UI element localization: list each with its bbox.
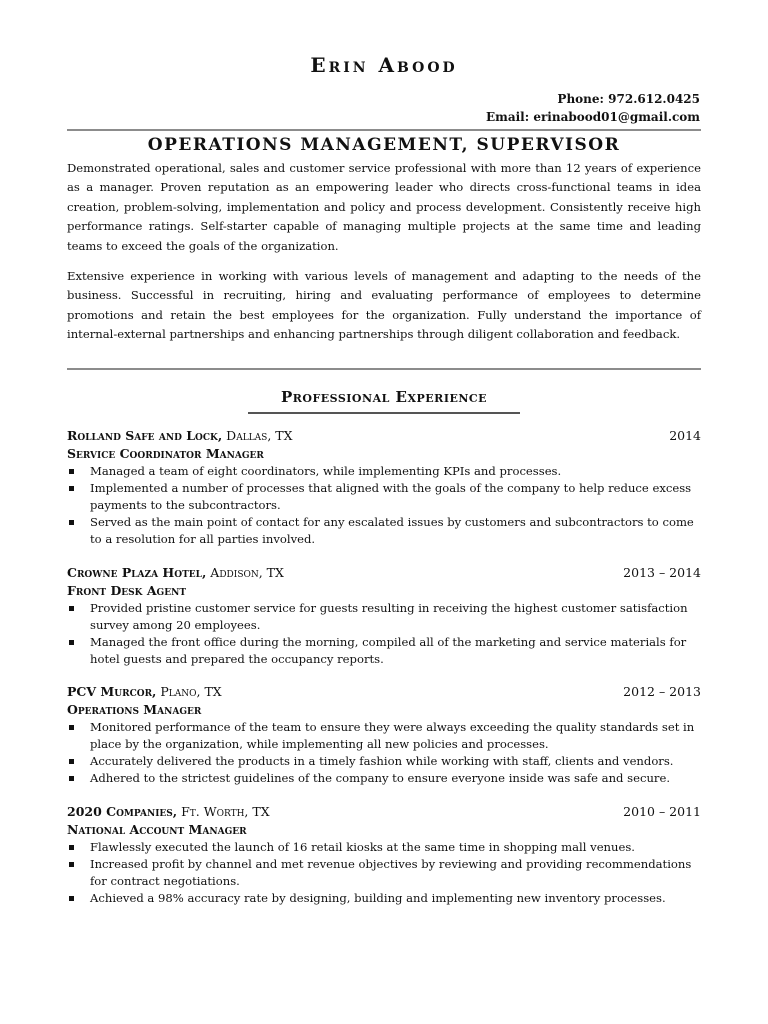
bullet-icon: [69, 776, 74, 781]
bullet-icon: [69, 725, 74, 730]
bullet-text: Adhered to the strictest guidelines of the company to ensure everyone inside was safe and secure.: [90, 771, 671, 785]
section-underline: [248, 412, 520, 414]
list-item: [67, 480, 701, 514]
job-location: Ft. Worth, TX: [177, 804, 270, 819]
bullet-text: Flawlessly executed the launch of 16 retail kiosks at the same time in shopping mall venues.: [90, 840, 635, 854]
company-name: 2020 Companies,: [67, 804, 178, 819]
job-title: National Account Manager: [67, 822, 247, 837]
job-title: Service Coordinator Manager: [67, 446, 264, 461]
bullet-text: Increased profit by channel and met revenue objectives by reviewing and providing recommendations for contract negotiations.: [90, 857, 692, 888]
job-entry: [67, 684, 701, 787]
job-header: [67, 684, 701, 702]
job-location: Plano, TX: [156, 684, 222, 699]
summary-divider: [67, 368, 701, 370]
bullet-text: Managed a team of eight coordinators, while implementing KPIs and processes.: [90, 464, 562, 478]
bullet-text: Implemented a number of processes that aligned with the goals of the company to help reduce excess payments to the subcontractors.: [90, 481, 692, 512]
email-address: Email: erinabood01@gmail.com: [485, 110, 700, 124]
job-dates: 2012 – 2013: [623, 684, 701, 699]
bullet-icon: [69, 896, 74, 901]
phone-number: Phone: 972.612.0425: [557, 92, 700, 106]
list-item: [67, 856, 701, 890]
list-item: [67, 634, 701, 668]
bullet-text: Provided pristine customer service for guests resulting in receiving the highest customer satisfaction survey among 20 employees.: [90, 601, 688, 632]
job-header: [67, 565, 701, 583]
bullet-text: Achieved a 98% accuracy rate by designing, building and implementing new inventory processes.: [90, 891, 666, 905]
bullet-icon: [69, 520, 74, 525]
job-header: [67, 804, 701, 822]
list-item: [67, 600, 701, 634]
bullet-text: Monitored performance of the team to ensure they were always exceeding the quality standards set in place by the organization, while implementing all new policies and processes.: [90, 720, 695, 751]
bullet-icon: [69, 862, 74, 867]
bullet-icon: [69, 469, 74, 474]
job-dates: 2013 – 2014: [623, 565, 701, 580]
company-name: Crowne Plaza Hotel,: [67, 565, 207, 580]
bullet-icon: [69, 640, 74, 645]
job-header: [67, 428, 701, 446]
job-bullets: [67, 600, 701, 668]
candidate-name: Erin Abood: [310, 53, 458, 77]
list-item: [67, 753, 701, 770]
job-location: Addison, TX: [206, 565, 284, 580]
summary-paragraph-1: Demonstrated operational, sales and customer service professional with more than 12 years of experience as a manager. Proven reputation as an empowering leader who directs cross-functional teams in idea creation, problem-solving, implementation and policy and process development. Consistently receive high performance ratings. Self-starter capable of managing multiple projects at the same time and leading teams to exceed the goals of the organization.: [67, 161, 701, 253]
list-item: [67, 463, 701, 480]
section-title-experience: Professional Experience: [280, 388, 488, 406]
list-item: [67, 514, 701, 548]
bullet-text: Served as the main point of contact for any escalated issues by customers and subcontractors to come to a resolution for all parties involved.: [90, 515, 694, 546]
job-location: Dallas, TX: [222, 428, 293, 443]
contact-block: [486, 90, 700, 126]
job-title: Front Desk Agent: [67, 583, 187, 598]
company-name: PCV Murcor,: [67, 684, 157, 699]
job-dates: 2010 – 2011: [623, 804, 701, 819]
bullet-icon: [69, 486, 74, 491]
list-item: [67, 839, 701, 856]
bullet-text: Managed the front office during the morning, compiled all of the marketing and service materials for hotel guests and prepared the occupancy reports.: [90, 635, 687, 666]
list-item: [67, 719, 701, 753]
summary-paragraph-2: Extensive experience in working with various levels of management and adapting to the needs of the business. Successful in recruiting, hiring and evaluating performance of employees to determine promotions and retain the best employees for the organization. Fully understand the importance of internal-external partnerships and enhancing partnerships through diligent collaboration and feedback.: [67, 269, 701, 342]
bullet-icon: [69, 606, 74, 611]
list-item: [67, 890, 701, 907]
job-entry: [67, 428, 701, 548]
company-name: Rolland Safe and Lock,: [67, 428, 223, 443]
job-dates: 2014: [669, 428, 701, 443]
job-entry: [67, 804, 701, 907]
bullet-text: Accurately delivered the products in a timely fashion while working with staff, clients and vendors.: [90, 754, 674, 768]
top-divider: [67, 129, 701, 131]
job-bullets: [67, 719, 701, 787]
job-title: Operations Manager: [67, 702, 202, 717]
job-entry: [67, 565, 701, 668]
job-bullets: [67, 463, 701, 548]
list-item: [67, 770, 701, 787]
bullet-icon: [69, 759, 74, 764]
bullet-icon: [69, 845, 74, 850]
headline: OPERATIONS MANAGEMENT, SUPERVISOR: [147, 135, 621, 155]
job-bullets: [67, 839, 701, 907]
